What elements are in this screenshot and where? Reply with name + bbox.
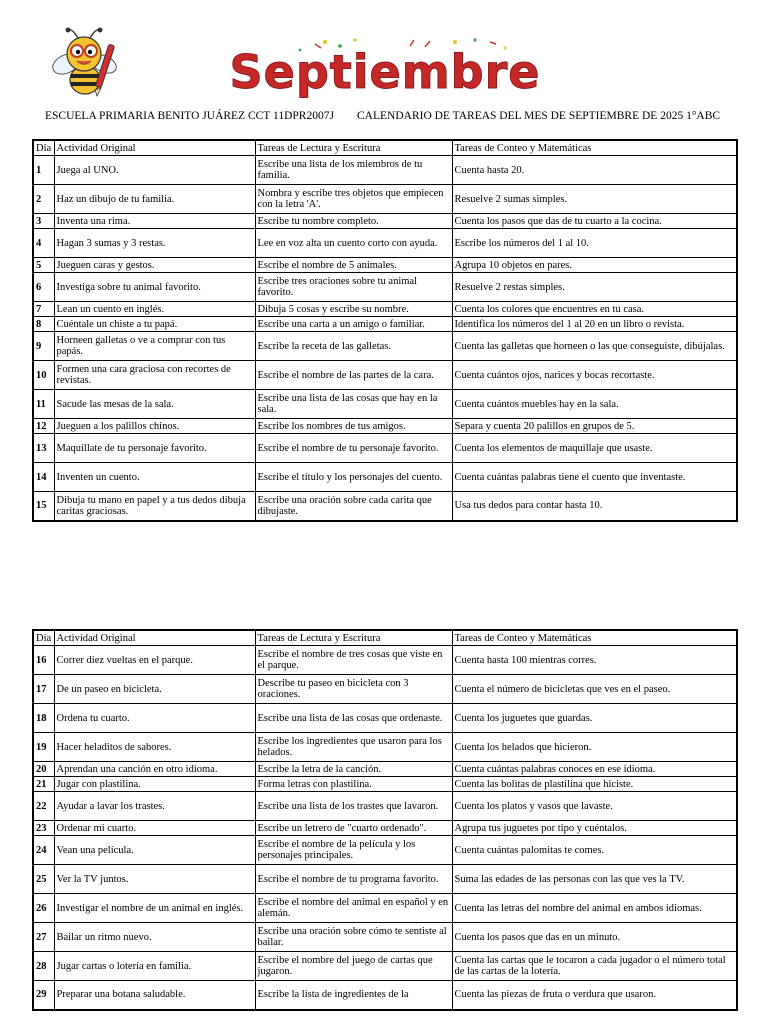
math-task-cell: Cuenta hasta 100 mientras corres. (452, 646, 737, 675)
reading-task-cell: Escribe una lista de las cosas que hay en la sala. (255, 390, 452, 419)
calendar-title: CALENDARIO DE TAREAS DEL MES DE SEPTIEMBRE DE 2025 1°ABC (357, 110, 721, 122)
day-cell: 17 (33, 675, 54, 704)
reading-task-cell: Escribe una carta a un amigo o familiar. (255, 317, 452, 332)
tasks-table-2 (32, 629, 738, 1011)
table-row (33, 777, 737, 792)
reading-task-cell: Escribe una lista de los trastes que lavaron. (255, 792, 452, 821)
reading-task-cell: Escribe un letrero de "cuarto ordenado". (255, 821, 452, 836)
day-cell: 18 (33, 704, 54, 733)
day-cell: 2 (33, 185, 54, 214)
table-row (33, 981, 737, 1010)
math-task-cell: Cuenta los juguetes que guardas. (452, 704, 737, 733)
column-header: Dia (33, 140, 54, 156)
reading-task-cell: Dibuja 5 cosas y escribe su nombre. (255, 302, 452, 317)
activity-cell: Ordena tu cuarto. (54, 704, 255, 733)
day-cell: 27 (33, 923, 54, 952)
table-row (33, 214, 737, 229)
table-row (33, 733, 737, 762)
reading-task-cell: Escribe el título y los personajes del cuento. (255, 463, 452, 492)
activity-cell: Aprendan una canción en otro idioma. (54, 762, 255, 777)
math-task-cell: Agrupa tus juguetes por tipo y cuéntalos. (452, 821, 737, 836)
table-header-row (33, 630, 737, 646)
math-task-cell: Cuenta cuántas palabras tiene el cuento que inventaste. (452, 463, 737, 492)
activity-cell: Cuéntale un chiste a tu papá. (54, 317, 255, 332)
reading-task-cell: Escribe la letra de la canción. (255, 762, 452, 777)
activity-cell: Horneen galletas o ve a comprar con tus papás. (54, 332, 255, 361)
day-cell: 5 (33, 258, 54, 273)
day-cell: 3 (33, 214, 54, 229)
activity-cell: Preparar una botana saludable. (54, 981, 255, 1010)
activity-cell: Jueguen caras y gestos. (54, 258, 255, 273)
table-row (33, 704, 737, 733)
math-task-cell: Usa tus dedos para contar hasta 10. (452, 492, 737, 521)
day-cell: 29 (33, 981, 54, 1010)
math-task-cell: Cuenta hasta 20. (452, 156, 737, 185)
day-cell: 10 (33, 361, 54, 390)
title-art-text: Septiembre (229, 45, 541, 99)
reading-task-cell: Escribe los ingredientes que usaron para los helados. (255, 733, 452, 762)
column-header: Tareas de Lectura y Escritura (255, 140, 452, 156)
activity-cell: Maquíllate de tu personaje favorito. (54, 434, 255, 463)
math-task-cell: Cuenta los helados que hicieron. (452, 733, 737, 762)
day-cell: 23 (33, 821, 54, 836)
reading-task-cell: Escribe tres oraciones sobre tu animal favorito. (255, 273, 452, 302)
activity-cell: Correr diez vueltas en el parque. (54, 646, 255, 675)
activity-cell: Ordenar mi cuarto. (54, 821, 255, 836)
table-row (33, 434, 737, 463)
activity-cell: Inventa una rima. (54, 214, 255, 229)
day-cell: 19 (33, 733, 54, 762)
table-row (33, 273, 737, 302)
reading-task-cell: Escribe una oración sobre cada carita que dibujaste. (255, 492, 452, 521)
table-row (33, 923, 737, 952)
activity-cell: Juega al UNO. (54, 156, 255, 185)
day-cell: 28 (33, 952, 54, 981)
day-cell: 8 (33, 317, 54, 332)
activity-cell: Hacer heladitos de sabores. (54, 733, 255, 762)
activity-cell: Inventen un cuento. (54, 463, 255, 492)
math-task-cell: Cuenta cuántos muebles hay en la sala. (452, 390, 737, 419)
day-cell: 12 (33, 419, 54, 434)
activity-cell: Bailar un ritmo nuevo. (54, 923, 255, 952)
reading-task-cell: Nombra y escribe tres objetos que empiecen con la letra 'A'. (255, 185, 452, 214)
activity-cell: Investigar el nombre de un animal en inglés. (54, 894, 255, 923)
table-row (33, 302, 737, 317)
table-row (33, 952, 737, 981)
math-task-cell: Cuenta cuántas palomitas te comes. (452, 836, 737, 865)
day-cell: 16 (33, 646, 54, 675)
activity-cell: Formen una cara graciosa con recortes de revistas. (54, 361, 255, 390)
table-header-row (33, 140, 737, 156)
column-header: Dia (33, 630, 54, 646)
table-row (33, 463, 737, 492)
math-task-cell: Cuenta las galletas que horneen o las que conseguiste, dibújalas. (452, 332, 737, 361)
math-task-cell: Cuenta los elementos de maquillaje que usaste. (452, 434, 737, 463)
activity-cell: Lean un cuento en inglés. (54, 302, 255, 317)
reading-task-cell: Describe tu paseo en bicicleta con 3 oraciones. (255, 675, 452, 704)
reading-task-cell: Escribe el nombre de tu personaje favorito. (255, 434, 452, 463)
math-task-cell: Suma las edades de las personas con las que ves la TV. (452, 865, 737, 894)
day-cell: 1 (33, 156, 54, 185)
math-task-cell: Escribe los números del 1 al 10. (452, 229, 737, 258)
table-row (33, 792, 737, 821)
activity-cell: Investiga sobre tu animal favorito. (54, 273, 255, 302)
column-header: Tareas de Lectura y Escritura (255, 630, 452, 646)
activity-cell: De un paseo en bicicleta. (54, 675, 255, 704)
reading-task-cell: Escribe el nombre del animal en español y en alemán. (255, 894, 452, 923)
day-cell: 14 (33, 463, 54, 492)
math-task-cell: Cuenta las piezas de fruta o verdura que usaron. (452, 981, 737, 1010)
table-row (33, 762, 737, 777)
day-cell: 13 (33, 434, 54, 463)
day-cell: 20 (33, 762, 54, 777)
math-task-cell: Cuenta las bolitas de plastilina que hiciste. (452, 777, 737, 792)
activity-cell: Vean una película. (54, 836, 255, 865)
reading-task-cell: Escribe una oración sobre cómo te sentiste al bailar. (255, 923, 452, 952)
table-row (33, 332, 737, 361)
table-row (33, 185, 737, 214)
activity-cell: Jugar cartas o lotería en familia. (54, 952, 255, 981)
day-cell: 26 (33, 894, 54, 923)
reading-task-cell: Escribe el nombre del juego de cartas que jugaron. (255, 952, 452, 981)
table-row (33, 317, 737, 332)
table-row (33, 894, 737, 923)
table-row (33, 156, 737, 185)
math-task-cell: Resuelve 2 sumas simples. (452, 185, 737, 214)
day-cell: 21 (33, 777, 54, 792)
table-row (33, 492, 737, 521)
column-header: Tareas de Conteo y Matemáticas (452, 630, 737, 646)
activity-cell: Hagan 3 sumas y 3 restas. (54, 229, 255, 258)
day-cell: 22 (33, 792, 54, 821)
activity-cell: Ver la TV juntos. (54, 865, 255, 894)
septiembre-title-art (205, 36, 565, 100)
math-task-cell: Identifica los números del 1 al 20 en un libro o revista. (452, 317, 737, 332)
table-row (33, 646, 737, 675)
math-task-cell: Cuenta las letras del nombre del animal en ambos idiomas. (452, 894, 737, 923)
table-row (33, 821, 737, 836)
activity-cell: Ayudar a lavar los trastes. (54, 792, 255, 821)
table-row (33, 390, 737, 419)
column-header: Tareas de Conteo y Matemáticas (452, 140, 737, 156)
reading-task-cell: Escribe el nombre de tres cosas que viste en el parque. (255, 646, 452, 675)
activity-cell: Dibuja tu mano en papel y a tus dedos dibuja caritas graciosas. (54, 492, 255, 521)
math-task-cell: Cuenta cuántos ojos, narices y bocas recortaste. (452, 361, 737, 390)
math-task-cell: Cuenta las cartas que le tocaron a cada jugador o el número total de las cartas de la lotería. (452, 952, 737, 981)
column-header: Actividad Original (54, 630, 255, 646)
column-header: Actividad Original (54, 140, 255, 156)
reading-task-cell: Escribe tu nombre completo. (255, 214, 452, 229)
table-row (33, 229, 737, 258)
day-cell: 7 (33, 302, 54, 317)
bee-mascot-logo (48, 24, 120, 98)
table-row (33, 836, 737, 865)
reading-task-cell: Forma letras con plastilina. (255, 777, 452, 792)
reading-task-cell: Escribe el nombre de 5 animales. (255, 258, 452, 273)
math-task-cell: Cuenta los platos y vasos que lavaste. (452, 792, 737, 821)
reading-task-cell: Escribe el nombre de la película y los personajes principales. (255, 836, 452, 865)
activity-cell: Haz un dibujo de tu familia. (54, 185, 255, 214)
school-name: ESCUELA PRIMARIA BENITO JUÁREZ CCT 11DPR2007J (45, 110, 334, 122)
day-cell: 24 (33, 836, 54, 865)
activity-cell: Jugar con plastilina. (54, 777, 255, 792)
reading-task-cell: Escribe la lista de ingredientes de la (255, 981, 452, 1010)
activity-cell: Sacude las mesas de la sala. (54, 390, 255, 419)
table-row (33, 361, 737, 390)
math-task-cell: Cuenta los pasos que das de tu cuarto a la cocina. (452, 214, 737, 229)
activity-cell: Jueguen a los palillos chinos. (54, 419, 255, 434)
math-task-cell: Cuenta los colores que encuentres en tu casa. (452, 302, 737, 317)
table-row (33, 419, 737, 434)
day-cell: 25 (33, 865, 54, 894)
reading-task-cell: Escribe los nombres de tus amigos. (255, 419, 452, 434)
table-row (33, 865, 737, 894)
day-cell: 9 (33, 332, 54, 361)
day-cell: 6 (33, 273, 54, 302)
reading-task-cell: Escribe el nombre de las partes de la cara. (255, 361, 452, 390)
math-task-cell: Resuelve 2 restas simples. (452, 273, 737, 302)
reading-task-cell: Escribe el nombre de tu programa favorito. (255, 865, 452, 894)
day-cell: 11 (33, 390, 54, 419)
reading-task-cell: Lee en voz alta un cuento corto con ayuda. (255, 229, 452, 258)
math-task-cell: Cuenta los pasos que das en un minuto. (452, 923, 737, 952)
reading-task-cell: Escribe una lista de las cosas que ordenaste. (255, 704, 452, 733)
day-cell: 15 (33, 492, 54, 521)
day-cell: 4 (33, 229, 54, 258)
math-task-cell: Cuenta el número de bicicletas que ves en el paseo. (452, 675, 737, 704)
tasks-table-1 (32, 139, 738, 522)
table-row (33, 258, 737, 273)
math-task-cell: Cuenta cuántas palabras conoces en ese idioma. (452, 762, 737, 777)
table-row (33, 675, 737, 704)
reading-task-cell: Escribe una lista de los miembros de tu familia. (255, 156, 452, 185)
math-task-cell: Agrupa 10 objetos en pares. (452, 258, 737, 273)
math-task-cell: Separa y cuenta 20 palillos en grupos de 5. (452, 419, 737, 434)
reading-task-cell: Escribe la receta de las galletas. (255, 332, 452, 361)
